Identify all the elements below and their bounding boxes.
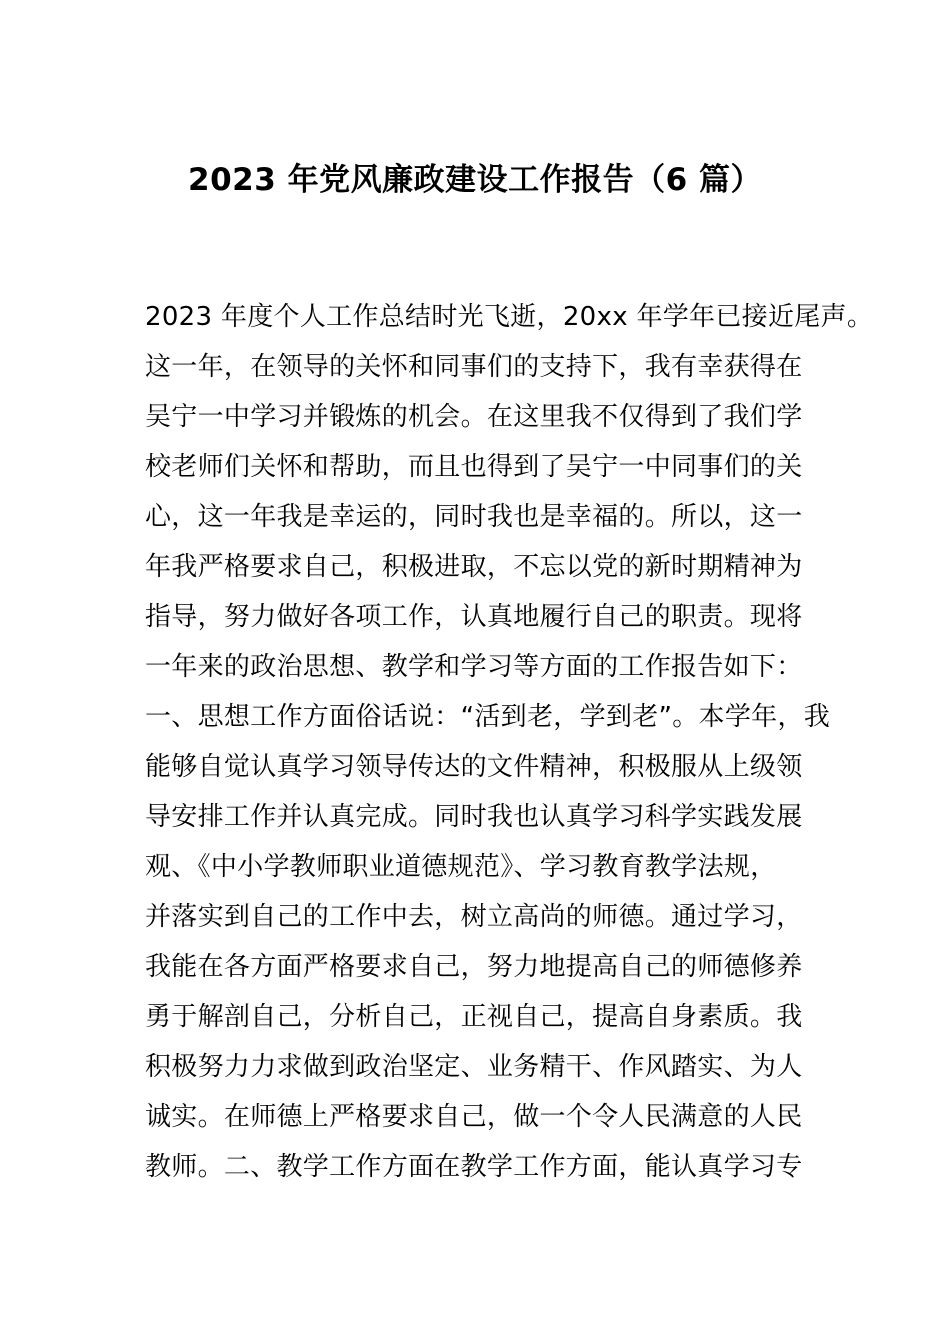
document-title: 2023 年党风廉政建设工作报告（6 篇） xyxy=(188,162,762,198)
body-line: 勇于解剖自己，分析自己，正视自己，提高自身素质。我 xyxy=(145,1002,803,1032)
body-line: 观、《中小学教师职业道德规范》、学习教育教学法规， xyxy=(145,852,777,882)
body-line: 一年来的政治思想、教学和学习等方面的工作报告如下： xyxy=(145,652,803,682)
body-line: 我能在各方面严格要求自己，努力地提高自己的师德修养 xyxy=(145,952,803,982)
body-line: 心，这一年我是幸运的，同时我也是幸福的。所以，这一 xyxy=(145,502,803,532)
body-line: 这一年，在领导的关怀和同事们的支持下，我有幸获得在 xyxy=(145,352,803,382)
body-line: 年我严格要求自己，积极进取，不忘以党的新时期精神为 xyxy=(145,552,803,582)
body-line: 能够自觉认真学习领导传达的文件精神，积极服从上级领 xyxy=(145,752,803,782)
body-line: 一、思想工作方面俗话说：“活到老，学到老”。本学年，我 xyxy=(145,702,831,732)
body-line: 校老师们关怀和帮助，而且也得到了吴宁一中同事们的关 xyxy=(145,452,803,482)
body-line: 并落实到自己的工作中去，树立高尚的师德。通过学习， xyxy=(145,902,803,932)
body-line: 2023 年度个人工作总结时光飞逝，20xx 年学年已接近尾声。 xyxy=(145,302,874,332)
body-line: 指导，努力做好各项工作，认真地履行自己的职责。现将 xyxy=(145,602,803,632)
body-line: 教师。二、教学工作方面在教学工作方面，能认真学习专 xyxy=(145,1152,803,1182)
body-line: 导安排工作并认真完成。同时我也认真学习科学实践发展 xyxy=(145,802,803,832)
body-line: 积极努力力求做到政治坚定、业务精干、作风踏实、为人 xyxy=(145,1052,803,1082)
document-body xyxy=(145,292,874,1192)
body-line: 诚实。在师德上严格要求自己，做一个令人民满意的人民 xyxy=(145,1102,803,1132)
body-line: 吴宁一中学习并锻炼的机会。在这里我不仅得到了我们学 xyxy=(145,402,803,432)
